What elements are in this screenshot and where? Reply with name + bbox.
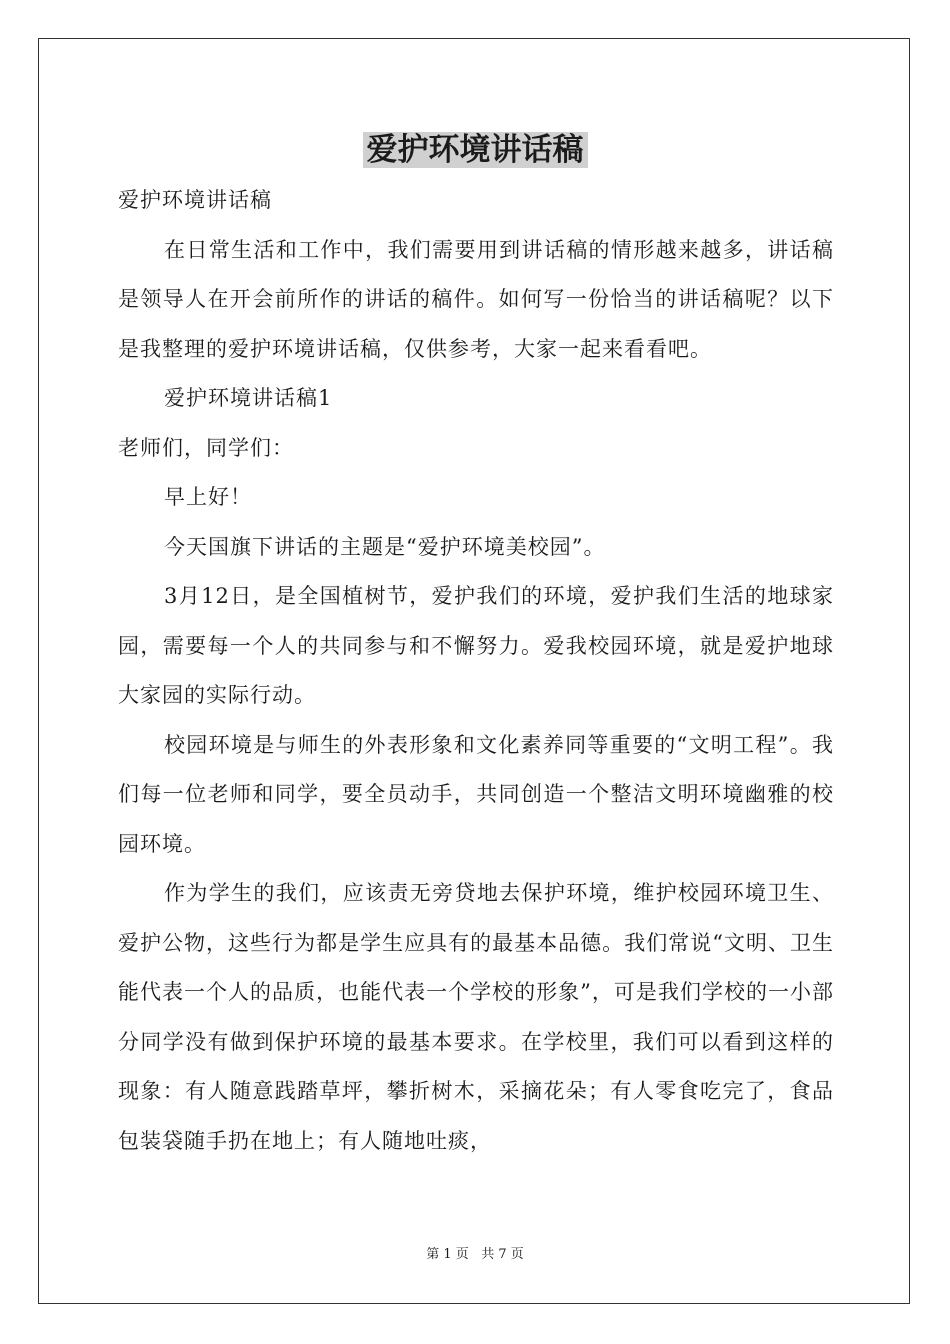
document-body — [118, 176, 834, 1166]
page-title — [0, 128, 950, 172]
paragraph-topic: 今天国旗下讲话的主题是“爱护环境美校园”。 — [164, 534, 606, 559]
paragraph-salutation: 老师们，同学们： — [118, 435, 294, 460]
page-footer: 第 1 页 共 7 页 — [426, 1247, 524, 1262]
paragraph-intro: 在日常生活和工作中，我们需要用到讲话稿的情形越来越多，讲话稿是领导人在开会前所作的讲话的稿件。如何写一份恰当的讲话稿呢？以下是我整理的爱护环境讲话稿，仅供参考，大家一起来看看吧。 — [118, 237, 834, 361]
paragraph-student-duty: 作为学生的我们，应该责无旁贷地去保护环境，维护校园环境卫生、爱护公物，这些行为都是学生应具有的最基本品德。我们常说“文明、卫生能代表一个人的品质，也能代表一个学校的形象”，可是我们学校的一小部分同学没有做到保护环境的最基本要求。在学校里，我们可以看到这样的现象：有人随意践踏草坪，攀折树木，采摘花朵；有人零食吃完了，食品包装袋随手扔在地上；有人随地吐痰， — [118, 881, 834, 1153]
paragraph-greeting: 早上好！ — [164, 485, 252, 509]
paragraph-subtitle: 爱护环境讲话稿 — [118, 188, 272, 212]
paragraph-arbor-day: 3月12日，是全国植树节，爱护我们的环境，爱护我们生活的地球家园，需要每一个人的共同参与和不懈努力。爱我校园环境，就是爱护地球大家园的实际行动。 — [118, 584, 834, 707]
title-text: 爱护环境讲话稿 — [363, 132, 588, 168]
paragraph-campus-environment: 校园环境是与师生的外表形象和文化素养同等重要的“文明工程”。我们每一位老师和同学，要全员动手，共同创造一个整洁文明环境幽雅的校园环境。 — [118, 732, 834, 856]
paragraph-section-heading: 爱护环境讲话稿1 — [164, 386, 333, 410]
